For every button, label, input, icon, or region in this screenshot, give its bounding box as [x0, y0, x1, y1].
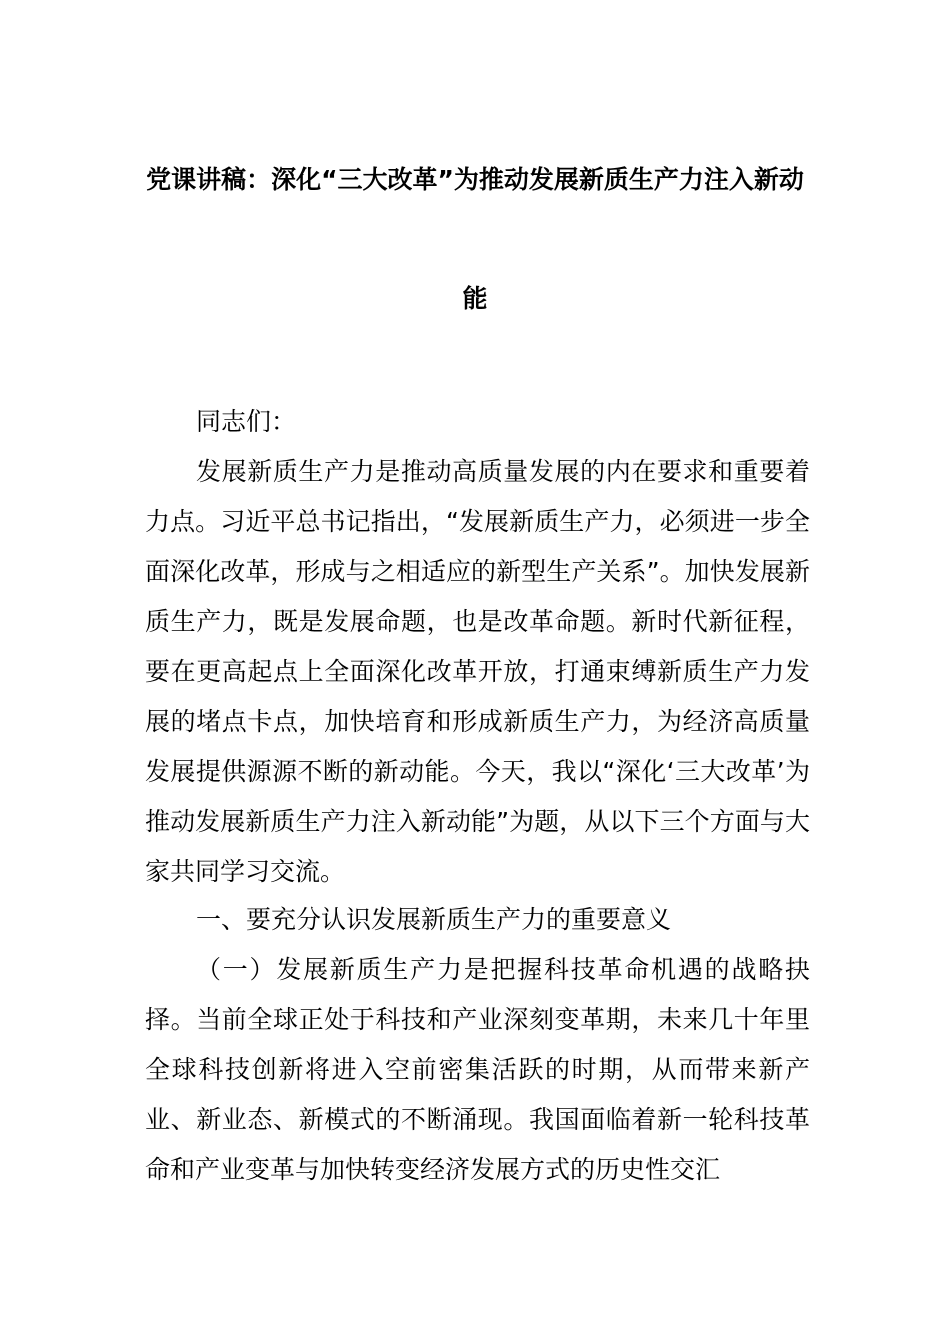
document-title-line1: 党课讲稿：深化“三大改革”为推动发展新质生产力注入新动 [146, 165, 804, 194]
document-title-line2: 能 [462, 284, 488, 313]
paragraph-intro: 发展新质生产力是推动高质量发展的内在要求和重要着力点。习近平总书记指出，“发展新质生产力，必须进一步全面深化改革，形成与之相适应的新型生产关系”。加快发展新质生产力，既是发展命题，也是改革命题。新时代新征程，要在更高起点上全面深化改革开放，打通束缚新质生产力发展的堵点卡点，加快培育和形成新质生产力，为经济高质量发展提供源源不断的新动能。今天，我以“深化‘三大改革’为推动发展新质生产力注入新动能”为题，从以下三个方面与大家共同学习交流。 [145, 457, 810, 886]
greeting: 同志们： [196, 407, 297, 436]
section-heading-1: 一、要充分认识发展新质生产力的重要意义 [196, 905, 672, 934]
paragraph-section1-point1: （一）发展新质生产力是把握科技革命机遇的战略抉择。当前全球正处于科技和产业深刻变革期，未来几十年里全球科技创新将进入空前密集活跃的时期，从而带来新产业、新业态、新模式的不断涌现。我国面临着新一轮科技革命和产业变革与加快转变经济发展方式的历史性交汇 [145, 955, 810, 1184]
